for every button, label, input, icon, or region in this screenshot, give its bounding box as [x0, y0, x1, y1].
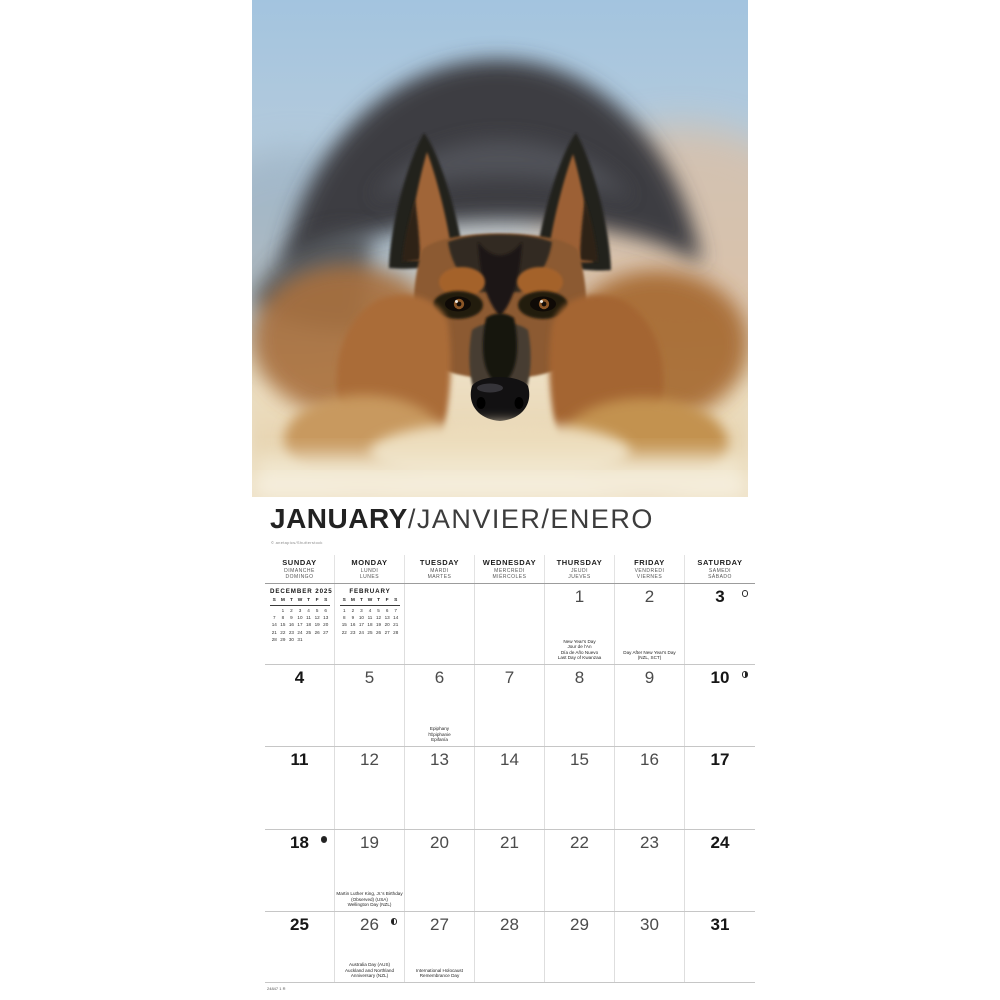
day-cell-25 [265, 912, 335, 982]
day-number: 10 [710, 668, 730, 687]
calendar-grid [265, 555, 755, 983]
day-cell-11 [265, 747, 335, 829]
mini-date: 1 [281, 608, 285, 613]
mini-date: 29 [280, 636, 286, 642]
mini-date: 20 [323, 622, 329, 628]
mini-date [270, 608, 279, 613]
mini-date: 5 [315, 608, 319, 613]
day-number: 29 [570, 915, 589, 934]
calendar-photo-german-shepherd [252, 0, 748, 497]
mini-dow-label: S [342, 597, 346, 603]
holiday-text [336, 891, 403, 908]
day-number: 19 [360, 833, 379, 852]
mini-date: 24 [297, 629, 303, 635]
mini-date: 3 [360, 608, 363, 613]
mini-date: 13 [384, 615, 390, 621]
dow-label-en: SUNDAY [282, 558, 317, 567]
day-cell-4 [265, 665, 335, 746]
holiday-line: Anniversary (NZL) [350, 973, 389, 979]
dow-label-es: MIÉRCOLES [492, 574, 527, 581]
mini-date: 21 [271, 629, 277, 635]
week-row-3 [265, 747, 755, 830]
mini-date [304, 637, 313, 642]
dow-header-sunday [265, 555, 335, 583]
mini-date: 11 [306, 615, 311, 621]
mini-dow-label: M [280, 597, 285, 603]
mini-date: 18 [306, 622, 312, 628]
day-number: 7 [504, 668, 515, 687]
dow-label-fr: SAMEDI [708, 567, 732, 574]
holiday-text [406, 968, 473, 979]
day-number: 3 [715, 587, 725, 606]
mini-date: 12 [376, 615, 382, 621]
mini-date: 27 [384, 629, 390, 635]
mini-date: 4 [307, 608, 310, 613]
day-cell-16 [615, 747, 685, 829]
day-number: 6 [434, 668, 445, 687]
mini-calendar-february [335, 584, 404, 635]
holiday-line: Day After New Year's Day [623, 649, 676, 655]
dow-header-saturday [685, 555, 755, 583]
empty-day-cell [405, 584, 475, 664]
dow-header-monday [335, 555, 405, 583]
day-cell-24 [685, 830, 755, 911]
empty-day-cell [475, 584, 545, 664]
mini-date: 8 [281, 615, 285, 621]
mini-date: 3 [298, 608, 302, 613]
mini-date: 18 [367, 622, 373, 628]
dow-header-thursday [545, 555, 615, 583]
mini-date: 24 [358, 629, 364, 635]
mini-date: 11 [367, 615, 373, 621]
mini-dow-label: W [367, 597, 373, 603]
day-number: 30 [640, 915, 659, 934]
mini-date: 21 [393, 622, 399, 628]
mini-date: 22 [280, 629, 286, 635]
day-cell-29 [545, 912, 615, 982]
day-number: 17 [710, 750, 730, 769]
day-cell-9 [615, 665, 685, 746]
dow-header-friday [615, 555, 685, 583]
mini-calendar-december-2025 [265, 584, 334, 642]
mini-date: 28 [393, 629, 399, 635]
mini-date: 6 [324, 608, 327, 613]
holiday-line: Día de Año Nuevo [560, 649, 599, 655]
mini-date: 12 [314, 615, 320, 621]
holiday-text [616, 650, 683, 661]
day-number: 23 [640, 833, 659, 852]
dow-label-en: WEDNESDAY [482, 558, 537, 567]
day-number: 13 [430, 750, 449, 769]
day-number: 2 [644, 587, 655, 606]
mini-dow-label: W [297, 597, 303, 603]
mini-date: 10 [358, 615, 364, 621]
day-number: 1 [574, 587, 585, 606]
mini-calendar-cell [265, 584, 335, 664]
holiday-line: Remembrance Day [419, 973, 460, 979]
day-number: 15 [570, 750, 589, 769]
mini-dow-label: S [324, 597, 328, 603]
mini-date: 25 [306, 629, 312, 635]
mini-date: 30 [288, 636, 294, 642]
week-row-5 [265, 912, 755, 983]
day-number: 27 [430, 915, 449, 934]
mini-dow-row [270, 598, 330, 606]
mini-dow-label: T [359, 597, 363, 603]
mini-dow-label: S [272, 597, 276, 603]
german-shepherd-photo-illustration [252, 0, 748, 497]
day-number: 11 [290, 750, 309, 769]
holiday-line: (NZL, SCT) [637, 655, 662, 661]
mini-dow-label: T [307, 597, 311, 603]
mini-date: 31 [297, 636, 303, 642]
mini-date: 15 [280, 622, 286, 628]
mini-date: 7 [273, 615, 276, 621]
dow-label-en: THURSDAY [556, 558, 603, 567]
day-cell-31 [685, 912, 755, 982]
day-cell-10 [685, 665, 755, 746]
mini-date: 27 [323, 629, 329, 635]
holiday-line: Australia Day (AUS) [348, 962, 391, 968]
day-cell-5 [335, 665, 405, 746]
mini-date: 1 [343, 608, 346, 613]
mini-date: 6 [385, 608, 389, 613]
mini-date: 19 [314, 622, 320, 628]
mini-date: 15 [341, 622, 347, 628]
mini-date: 14 [271, 622, 277, 628]
day-number: 8 [574, 668, 585, 687]
dow-label-es: SÁBADO [708, 574, 732, 581]
day-cell-7 [475, 665, 545, 746]
day-number: 25 [290, 915, 309, 934]
month-title-fr-es: /JANVIER/ENERO [407, 504, 654, 534]
mini-date: 5 [377, 608, 380, 613]
dow-label-en: FRIDAY [634, 558, 665, 567]
day-number: 31 [710, 915, 730, 934]
holiday-line: (Observed) (USA) [351, 896, 388, 902]
holiday-line: New Year's Day [563, 638, 596, 644]
day-cell-26 [335, 912, 405, 982]
day-cell-28 [475, 912, 545, 982]
day-number: 26 [360, 915, 379, 934]
day-cell-17 [685, 747, 755, 829]
day-number: 14 [500, 750, 519, 769]
dow-label-es: DOMINGO [285, 574, 314, 581]
mini-calendar-title: FEBRUARY [349, 588, 391, 595]
day-cell-20 [405, 830, 475, 911]
day-cell-19 [335, 830, 405, 911]
dow-label-es: MARTES [427, 574, 452, 581]
mini-dow-label: T [289, 597, 293, 603]
dow-header-tuesday [405, 555, 475, 583]
day-number: 22 [570, 833, 589, 852]
holiday-text [546, 639, 613, 661]
mini-date: 8 [343, 615, 346, 621]
moon-icon-last-quarter [742, 671, 749, 678]
moon-icon-first-quarter [391, 918, 398, 925]
day-cell-1 [545, 584, 615, 664]
holiday-line: Martin Luther King, Jr.'s Birthday [336, 891, 403, 897]
weekday-header-row [265, 555, 755, 584]
mini-date: 17 [358, 622, 364, 628]
week-row-2 [265, 665, 755, 747]
day-cell-21 [475, 830, 545, 911]
mini-date: 26 [376, 629, 382, 635]
month-title-en: JANUARY [270, 503, 408, 534]
week-row-4 [265, 830, 755, 912]
dow-label-en: TUESDAY [419, 558, 460, 567]
day-number: 5 [364, 668, 375, 687]
mini-calendar-cell [335, 584, 405, 664]
mini-date: 9 [290, 615, 293, 621]
day-number: 20 [430, 833, 449, 852]
day-number: 9 [644, 668, 655, 687]
mini-dates-grid [270, 608, 330, 642]
dow-label-fr: VENDREDI [634, 567, 665, 574]
mini-date: 23 [350, 629, 356, 635]
day-cell-3 [685, 584, 755, 664]
mini-date [313, 637, 322, 642]
mini-date: 2 [290, 608, 293, 613]
mini-dow-row [340, 598, 400, 606]
holiday-line: Epifanía [431, 737, 448, 743]
mini-dow-label: F [385, 597, 389, 603]
holiday-line: Epiphany [429, 726, 450, 732]
mini-dow-label: M [350, 597, 355, 603]
holiday-line: Wellington Day (NZL) [347, 902, 392, 908]
month-title [270, 503, 654, 535]
mini-dow-label: T [377, 597, 381, 603]
day-cell-27 [405, 912, 475, 982]
mini-date: 16 [288, 622, 294, 628]
day-cell-13 [405, 747, 475, 829]
week-row-1 [265, 584, 755, 665]
holiday-line: International Holocaust [416, 967, 463, 973]
holiday-line: l'Épiphanie [428, 731, 451, 737]
dow-label-fr: JEUDI [571, 567, 588, 574]
mini-date: 2 [351, 608, 355, 613]
dow-label-fr: MARDI [430, 567, 449, 574]
dow-label-en: MONDAY [351, 558, 388, 567]
product-code: 24847 1 R [267, 986, 286, 991]
dow-label-fr: MERCREDI [494, 567, 525, 574]
moon-icon-new [321, 836, 328, 843]
day-number: 21 [500, 833, 519, 852]
holiday-line: Last Day of Kwanzaa [557, 655, 602, 661]
moon-icon-full [742, 590, 749, 597]
mini-date: 19 [376, 622, 382, 628]
day-number: 24 [710, 833, 730, 852]
mini-date: 4 [368, 608, 372, 613]
mini-date: 28 [271, 636, 277, 642]
holiday-text [406, 726, 473, 743]
mini-date: 17 [297, 622, 303, 628]
mini-date: 14 [393, 615, 399, 621]
day-cell-30 [615, 912, 685, 982]
day-number: 18 [290, 833, 309, 852]
mini-date: 16 [350, 622, 356, 628]
holiday-line: Auckland and Northland [344, 967, 395, 973]
holiday-line: Jour de l'An [567, 644, 592, 650]
mini-date: 9 [351, 615, 355, 621]
mini-date: 22 [341, 629, 347, 635]
mini-date: 20 [384, 622, 390, 628]
day-cell-14 [475, 747, 545, 829]
dow-label-en: SATURDAY [697, 558, 743, 567]
mini-date: 10 [297, 615, 303, 621]
mini-date [321, 637, 330, 642]
mini-date: 23 [288, 629, 294, 635]
dow-label-es: LUNES [359, 574, 380, 581]
day-cell-12 [335, 747, 405, 829]
day-cell-6 [405, 665, 475, 746]
mini-date: 7 [394, 608, 397, 613]
day-number: 16 [640, 750, 659, 769]
holiday-text [336, 962, 403, 979]
mini-dow-label: F [315, 597, 319, 603]
dow-label-fr: DIMANCHE [284, 567, 315, 574]
weeks-container [265, 584, 755, 983]
day-number: 4 [294, 668, 305, 687]
day-number: 28 [500, 915, 519, 934]
mini-date: 13 [323, 615, 329, 621]
mini-dow-label: S [394, 597, 398, 603]
day-cell-15 [545, 747, 615, 829]
dow-label-fr: LUNDI [360, 567, 379, 574]
dow-header-wednesday [475, 555, 545, 583]
photo-credit: © anetapics/Shutterstock [271, 540, 323, 545]
mini-dates-grid [340, 608, 400, 635]
mini-calendar-title: DECEMBER 2025 [270, 588, 333, 595]
dow-label-es: VIERNES [636, 574, 663, 581]
day-cell-23 [615, 830, 685, 911]
day-cell-8 [545, 665, 615, 746]
dow-label-es: JUEVES [568, 574, 591, 581]
mini-date: 25 [367, 629, 373, 635]
day-cell-2 [615, 584, 685, 664]
day-cell-22 [545, 830, 615, 911]
day-number: 12 [360, 750, 379, 769]
day-cell-18 [265, 830, 335, 911]
mini-date: 26 [314, 629, 320, 635]
